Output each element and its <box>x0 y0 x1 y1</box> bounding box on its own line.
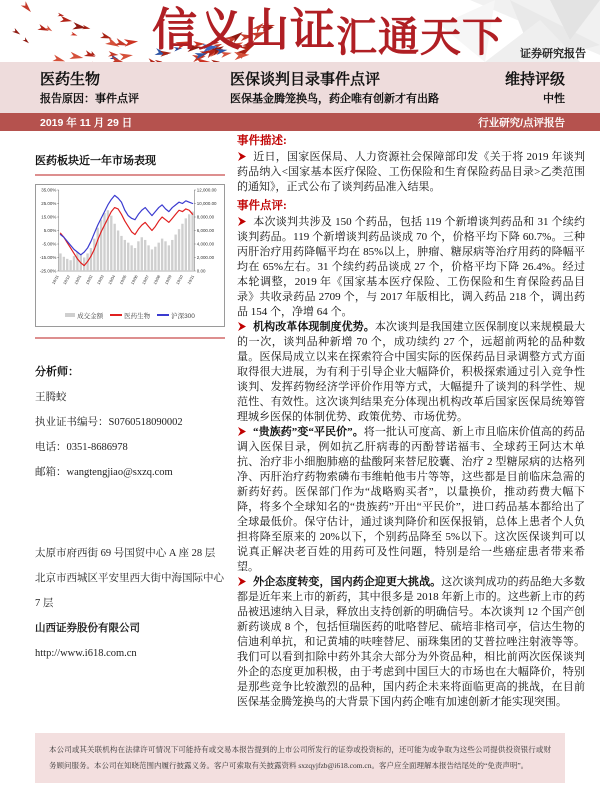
divider <box>35 337 225 339</box>
address-beijing: 北京市西城区平安里西大街中海国际中心 7 层 <box>35 573 224 609</box>
svg-text:15.00%: 15.00% <box>41 214 57 220</box>
brand-slogan-left: 信义山证 <box>152 3 337 56</box>
analyst-name: 王腾蛟 <box>35 392 67 403</box>
paragraph-lead: 机构改革体现制度优势。 <box>253 321 375 333</box>
industry-label: 医药生物 <box>40 70 101 88</box>
svg-text:18/12: 18/12 <box>61 274 71 286</box>
header-band <box>0 62 600 113</box>
report-type-label: 证券研究报告 <box>520 48 586 60</box>
analyst-label: 分析师： <box>35 366 79 378</box>
analyst-license: 执业证书编号：S0760518090002 <box>35 417 183 428</box>
svg-text:-15.00%: -15.00% <box>39 254 57 261</box>
legend-label: 沪深300 <box>171 312 195 320</box>
address-block <box>35 541 225 666</box>
brand-slogan <box>152 0 505 61</box>
report-date: 2019 年 11 月 29 日 <box>40 116 133 129</box>
company-name: 山西证券股份有限公司 <box>35 623 140 634</box>
report-reason: 报告原因：事件点评 <box>40 92 139 105</box>
svg-text:6,000.00: 6,000.00 <box>196 227 215 234</box>
svg-text:4,000.00: 4,000.00 <box>196 241 215 247</box>
body-paragraph <box>237 425 585 575</box>
dart-icon <box>12 28 21 36</box>
svg-text:-25.00%: -25.00% <box>39 268 57 274</box>
body-paragraph <box>237 215 585 320</box>
disclaimer-text: 本公司或其关联机构在法律许可情况下可能持有或交易本报告提到的上市公司所发行的证券或投资标的，还可能为或争取为这些公司提供投资银行或财务顾问服务。本公司在知晓范围内履行披露义务。客户可索取有关披露资料 sxzqyjfzb@i618.com.cn。客户应全面理解本报告结尾处的“免责声明”。 <box>49 745 551 770</box>
dart-icon <box>60 16 73 25</box>
dart-icon <box>21 1 34 14</box>
bullet-arrow-icon <box>238 427 246 436</box>
svg-text:19/07: 19/07 <box>140 274 151 286</box>
rating-value: 中性 <box>543 92 565 105</box>
analyst-block <box>35 363 225 479</box>
dart-icon <box>124 38 139 47</box>
dart-icon <box>52 55 66 62</box>
legend-marker-icon <box>157 314 169 316</box>
svg-text:19/04: 19/04 <box>107 274 117 286</box>
report-subtitle: 医保基金腾笼换鸟，药企唯有创新才有出路 <box>230 92 439 105</box>
svg-text:19/03: 19/03 <box>95 274 105 286</box>
body-paragraph <box>237 575 585 710</box>
banner <box>0 0 600 62</box>
svg-text:5.00%: 5.00% <box>43 227 57 234</box>
dart-icon <box>70 32 78 38</box>
bullet-arrow-icon <box>238 152 246 161</box>
chart-legend <box>38 307 222 323</box>
bullet-arrow-icon <box>238 217 246 226</box>
disclaimer-box <box>35 733 565 783</box>
header-right <box>465 62 600 113</box>
analyst-email: 邮箱：wangtengjiao@sxzq.com <box>35 467 173 478</box>
divider <box>35 174 225 176</box>
paragraph-text: 将一批认可度高、新上市且临床价值高的药品调入医保目录，例如抗乙肝病毒的丙酚替诺福韦、全球药王阿达木单抗、治疗非小细胞肺癌的盐酸阿来替尼胶囊、治疗 2 型糖尿病的达格列净、丙肝治疗药物索磷布韦维帕他韦片等等，这些都是目前临床急需的新药好药。医保部门作为“战略购买者”，以量换价，推动药费大幅下降，将多个全球知名的“贵族药”开出“平民价”，进口药品基本都给出了全球最低价。保守估计，通过谈判降价和医保报销，总体上患者个人负担将降至原来的 20%以下，个别药品降至 5%以下。这次医保谈判可以说真正解决老百姓的用药可及性问题，特别是给一些癌症患者带来希望。 <box>237 426 586 573</box>
dart-icon <box>57 13 64 18</box>
svg-text:19/10: 19/10 <box>174 274 184 286</box>
paragraph-text: 近日，国家医保局、人力资源社会保障部印发《关于将 2019 年谈判药品纳入<国家基本医疗保险、工伤保险和生育保险药品目录>乙类范围的通知》，正式公布了谈判药品准入结果。 <box>237 151 585 193</box>
paragraph-lead: “贵族药”变“平民价”。 <box>253 426 364 438</box>
header-middle <box>230 62 465 113</box>
bullet-arrow-icon <box>238 322 246 331</box>
svg-text:19/01: 19/01 <box>73 274 83 286</box>
header-left <box>0 62 230 113</box>
paragraph-text: 本次谈判共涉及 150 个药品，包括 119 个新增谈判药品和 31 个续约谈判药品。119 个新增谈判药品谈成 70 个，价格平均下降 60.7%。三种丙肝治疗用药降幅平均在 85%以上，肿瘤、糖尿病等治疗用药的降幅平均在 65%左右。31 个续约药品谈成 27 个，价格平均下降 26.4%。经过本轮调整，2019 年《国家基本医疗保险、工伤保险和生育保险药品目录》共收录药品 2709 个，与 2017 年版相比，调入药品 218 个，调出药品 154 个，净增 64 个。 <box>237 216 585 318</box>
svg-text:18/11: 18/11 <box>50 274 60 286</box>
svg-text:19/02: 19/02 <box>84 274 94 286</box>
legend-label: 成交金额 <box>77 312 104 320</box>
legend-label: 医药生物 <box>124 312 151 320</box>
svg-text:2,000.00: 2,000.00 <box>196 254 215 261</box>
section-title: 事件点评: <box>237 200 287 212</box>
rating-action: 维持评级 <box>504 70 565 88</box>
svg-text:0.00: 0.00 <box>196 268 206 274</box>
bullet-arrow-icon <box>238 577 246 586</box>
report-category: 行业研究/点评报告 <box>478 116 565 129</box>
body-paragraph <box>237 320 585 425</box>
market-performance-chart <box>35 184 225 327</box>
svg-text:12,000.00: 12,000.00 <box>196 187 217 193</box>
svg-text:8,000.00: 8,000.00 <box>196 214 215 220</box>
report-body <box>237 130 585 710</box>
svg-text:19/09: 19/09 <box>163 274 173 286</box>
section-title: 事件描述: <box>237 135 287 147</box>
svg-text:10,000.00: 10,000.00 <box>196 200 217 207</box>
analyst-phone: 电话：0351-8686978 <box>35 442 128 453</box>
dart-icon <box>69 52 84 62</box>
paragraph-text: 这次谈判成功的药品绝大多数都是近年来上市的新药，其中很多是 2018 年新上市的。这些新上市的药品被迅速纳入目录，释放出支持创新的明确信号。本次谈判 12 个国产创新药谈成 8 个，包括恒瑞医药的吡咯替尼、硫培非格司亭，信达生物的信迪利单抗，和记黄埔的呋喹替尼、丽珠集团的艾普拉唑注射液等等。我们可以看到扣除中药外其余大部分为外资品种，相比前两次医保谈判外企的态度更加积极，由于考虑到中国巨大的市场也在大幅降价，特别是那些竞争比较激烈的品种，国内药企未来将面临更高的挑战，在目前医保基金腾笼换鸟的大背景下国内药企唯有加速创新才能实现突围。 <box>237 576 586 708</box>
body-paragraph <box>237 150 585 195</box>
svg-text:19/11: 19/11 <box>186 274 196 286</box>
legend-marker-icon <box>65 313 75 317</box>
svg-text:19/05: 19/05 <box>118 274 128 286</box>
report-title: 医保谈判目录事件点评 <box>230 70 381 88</box>
svg-text:19/06: 19/06 <box>129 274 139 286</box>
date-band <box>0 113 600 131</box>
legend-item <box>110 311 150 320</box>
brand-slogan-right: 汇通天下 <box>336 13 505 61</box>
legend-marker-icon <box>110 314 122 316</box>
legend-item <box>157 311 195 320</box>
address-taiyuan: 太原市府西街 69 号国贸中心 A 座 28 层 <box>35 548 216 559</box>
sidebar <box>35 152 225 666</box>
paragraph-lead: 外企态度转变，国内药企迎更大挑战。 <box>253 576 442 588</box>
dart-icon <box>119 52 133 61</box>
legend-item <box>65 311 103 320</box>
svg-text:25.00%: 25.00% <box>41 200 57 207</box>
svg-text:-5.00%: -5.00% <box>42 241 57 247</box>
chart-plot-area <box>38 187 222 307</box>
chart-title: 医药板块近一年市场表现 <box>35 155 156 167</box>
paragraph-text: 本次谈判是我国建立医保制度以来规模最大的一次，谈判品种新增 70 个，成功续约 27 个，远超前两轮的品种数量。医保局成立以来在探索符合中国实际的医保药品目录调整方式方面取得很大进展，为有利于引导企业大幅降价，积极探索通过引入竞争性谈判、发挥药物经济学评价作用等方式，大幅提升了谈判的科学性、规范性、有效性。这次谈判结果充分体现出机构改革后国家医保局统筹管理城乡医保的体制优势、政策优势、市场优势。 <box>237 321 586 423</box>
company-url: http://www.i618.com.cn <box>35 648 137 659</box>
dart-icon <box>22 37 30 44</box>
svg-text:35.00%: 35.00% <box>41 187 57 193</box>
svg-text:19/08: 19/08 <box>152 274 162 286</box>
